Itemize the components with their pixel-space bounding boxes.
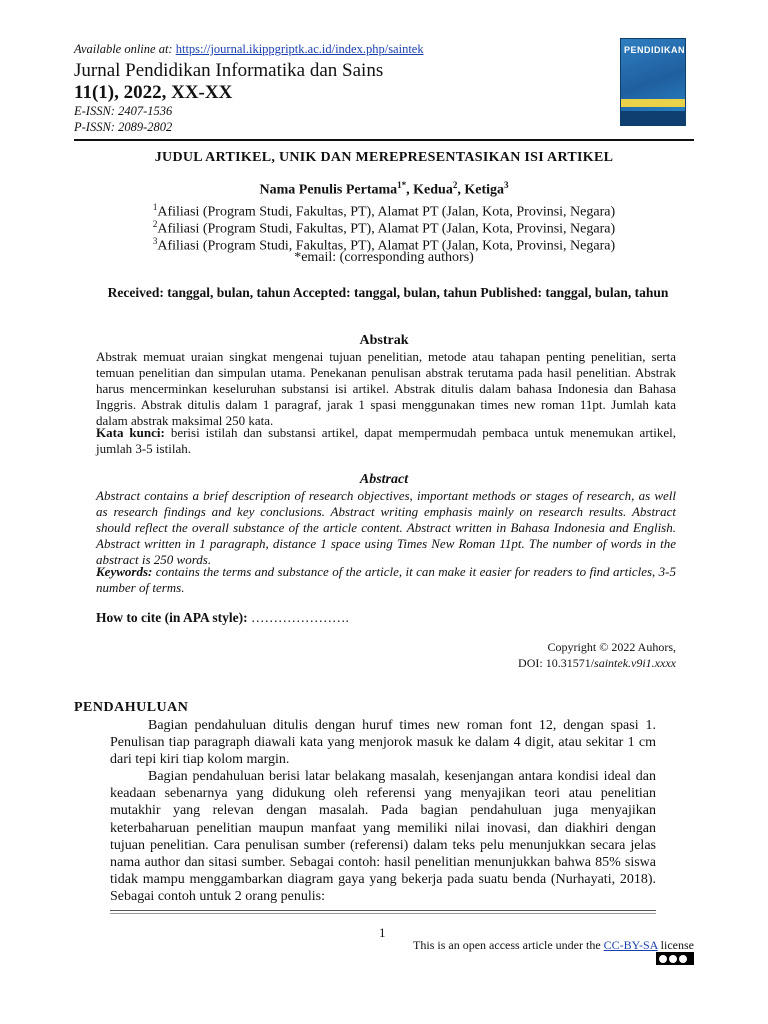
license-suffix: license [660,938,694,952]
author-2: Kedua [413,182,453,198]
pissn: P-ISSN: 2089-2802 [74,120,173,134]
footer-divider [110,910,656,911]
affiliation-3-text: Afiliasi (Program Studi, Fakultas, PT), Alamat PT (Jalan, Kota, Provinsi, Negara) [157,238,616,254]
author-1-sup: 1* [397,180,407,190]
corresponding-email: *email: (corresponding authors) [294,250,474,265]
page-number: 1 [379,925,386,940]
kata-kunci-label: Kata kunci: [96,425,165,440]
author-3-sup: 3 [504,180,509,190]
keywords-text: contains the terms and substance of the article, it can make it easier for readers to find articles, 3-5 number of terms. [96,564,676,595]
cover-stripe [621,99,685,107]
keywords-label: Keywords: [96,564,153,579]
affiliation-3-sup: 3 [152,236,158,246]
cc-license-icon[interactable] [656,952,694,965]
cover-title: PENDIDIKAN [624,45,686,55]
sa-circle-icon [679,955,687,963]
abstrak-body: Abstrak memuat uraian singkat mengenai tujuan penelitian, metode atau tahapan penting penelitian, serta temuan penelitian dan simpulan utama. Penekanan penulisan abstrak terutama pada hasil penelitian. Abstrak harus mencerminkan keseluruhan substansi isi artikel. Abstrak ditulis dalam bahasa Indonesia dan Bahasa Inggris. Abstrak ditulis dalam 1 paragraf, jarak 1 spasi menggunakan times new roman 11pt. Jumlah kata dalam abstrak maksimal 250 kata. [96,349,676,428]
kata-kunci [96,425,676,457]
journal-url-link[interactable]: https://journal.ikippgriptk.ac.id/index.php/saintek [175,42,424,56]
author-line: Nama Penulis Pertama$^{1*}$, Kedua$^2$, Ketiga$^3$ [259,180,509,198]
author-2-sup: 2 [452,180,458,190]
available-label: Available online at: [74,42,173,56]
how-to-cite-dots: …………………. [250,610,349,625]
kata-kunci-text: berisi istilah dan substansi artikel, dapat mempermudah pembaca untuk menemukan artikel, jumlah 3-5 istilah. [96,425,677,456]
journal-name: Jurnal Pendidikan Informatika dan Sains [74,60,384,81]
eissn: E-ISSN: 2407-1536 [74,104,173,118]
license-prefix: This is an open access article under the [413,938,601,952]
article-dates: Received: tanggal, bulan, tahun Accepted: tanggal, bulan, tahun Published: tanggal, bulan, tahun [107,285,669,300]
pendahuluan-heading: PENDAHULUAN [74,700,189,715]
footer-divider-2 [110,913,656,914]
pendahuluan-paragraph-1: Bagian pendahuluan ditulis dengan huruf times new roman font 12, dengan spasi 1. Penulisan tiap paragraph diawali kata yang menjorok masuk ke dalam 4 digit, atau sekitar 1 cm dari tepi kiri tiap kolom margin. [110,718,656,768]
available-online [74,42,424,57]
doi-prefix: DOI: 10.31571/ [518,656,595,670]
how-to-cite [96,610,349,626]
license-line [413,938,694,953]
author-1: Nama Penulis Pertama [259,182,398,198]
journal-issue: 11(1), 2022, XX-XX [74,82,233,103]
doi-suffix: saintek.v9i1.xxxx [594,656,676,670]
doi-line [518,656,676,671]
header-divider [74,139,694,141]
cc-circle-icon [659,955,667,963]
copyright-line: Copyright © 2022 Auhors, [547,640,676,654]
abstract-body: Abstract contains a brief description of research objectives, important methods or stages of research, as well as research findings and key conclusions. Abstract writing emphasis mainly on research results. Abstract should reflect the overall substance of the article content. Abstract written in Bahasa Indonesia and English. Abstract written in 1 paragraph, distance 1 space using Times New Roman 11pt. The number of words in the abstract is 250 words. [96,488,676,567]
journal-cover-image [620,38,686,126]
affiliation-1-sup: 1 [152,202,158,212]
cover-footer [621,111,685,125]
pendahuluan-paragraph-2: Bagian pendahuluan berisi latar belakang masalah, kesenjangan antara kondisi ideal dan keadaan sebenarnya yang didukung oleh referensi yang menyajikan teori atau penelitian mutakhir yang relevan dengan masalah. Pada bagian pendahuluan juga menyajikan keterbaharuan penelitian maupun manfaat yang memiliki nilai inovasi, dan diakhiri dengan tujuan penelitian. Cara penulisan sumber (referensi) dalam teks pelu menunjukkan secara jelas nama author dan sitasi sumber. Sebagai contoh: hasil penelitian menunjukkan bahwa 85% siswa tidak mampu menggambarkan diagram gaya yang bekerja pada suatu benda (Nurhayati, 2018). Sebagai contoh untuk 2 orang penulis: [110,769,656,905]
affiliation-2-sup: 2 [152,219,158,229]
keywords [96,564,676,596]
abstract-heading: Abstract [359,472,409,487]
by-circle-icon [669,955,677,963]
article-title: JUDUL ARTIKEL, UNIK DAN MEREPRESENTASIKAN ISI ARTIKEL [154,150,614,165]
affiliation-1-text: Afiliasi (Program Studi, Fakultas, PT), Alamat PT (Jalan, Kota, Provinsi, Negara) [157,204,616,220]
abstrak-heading: Abstrak [359,333,409,348]
cc-by-sa-link[interactable]: CC-BY-SA [603,938,658,952]
how-to-cite-label: How to cite (in APA style): [96,610,248,625]
affiliation-2-text: Afiliasi (Program Studi, Fakultas, PT), Alamat PT (Jalan, Kota, Provinsi, Negara) [157,221,616,237]
author-3: Ketiga [464,182,504,198]
